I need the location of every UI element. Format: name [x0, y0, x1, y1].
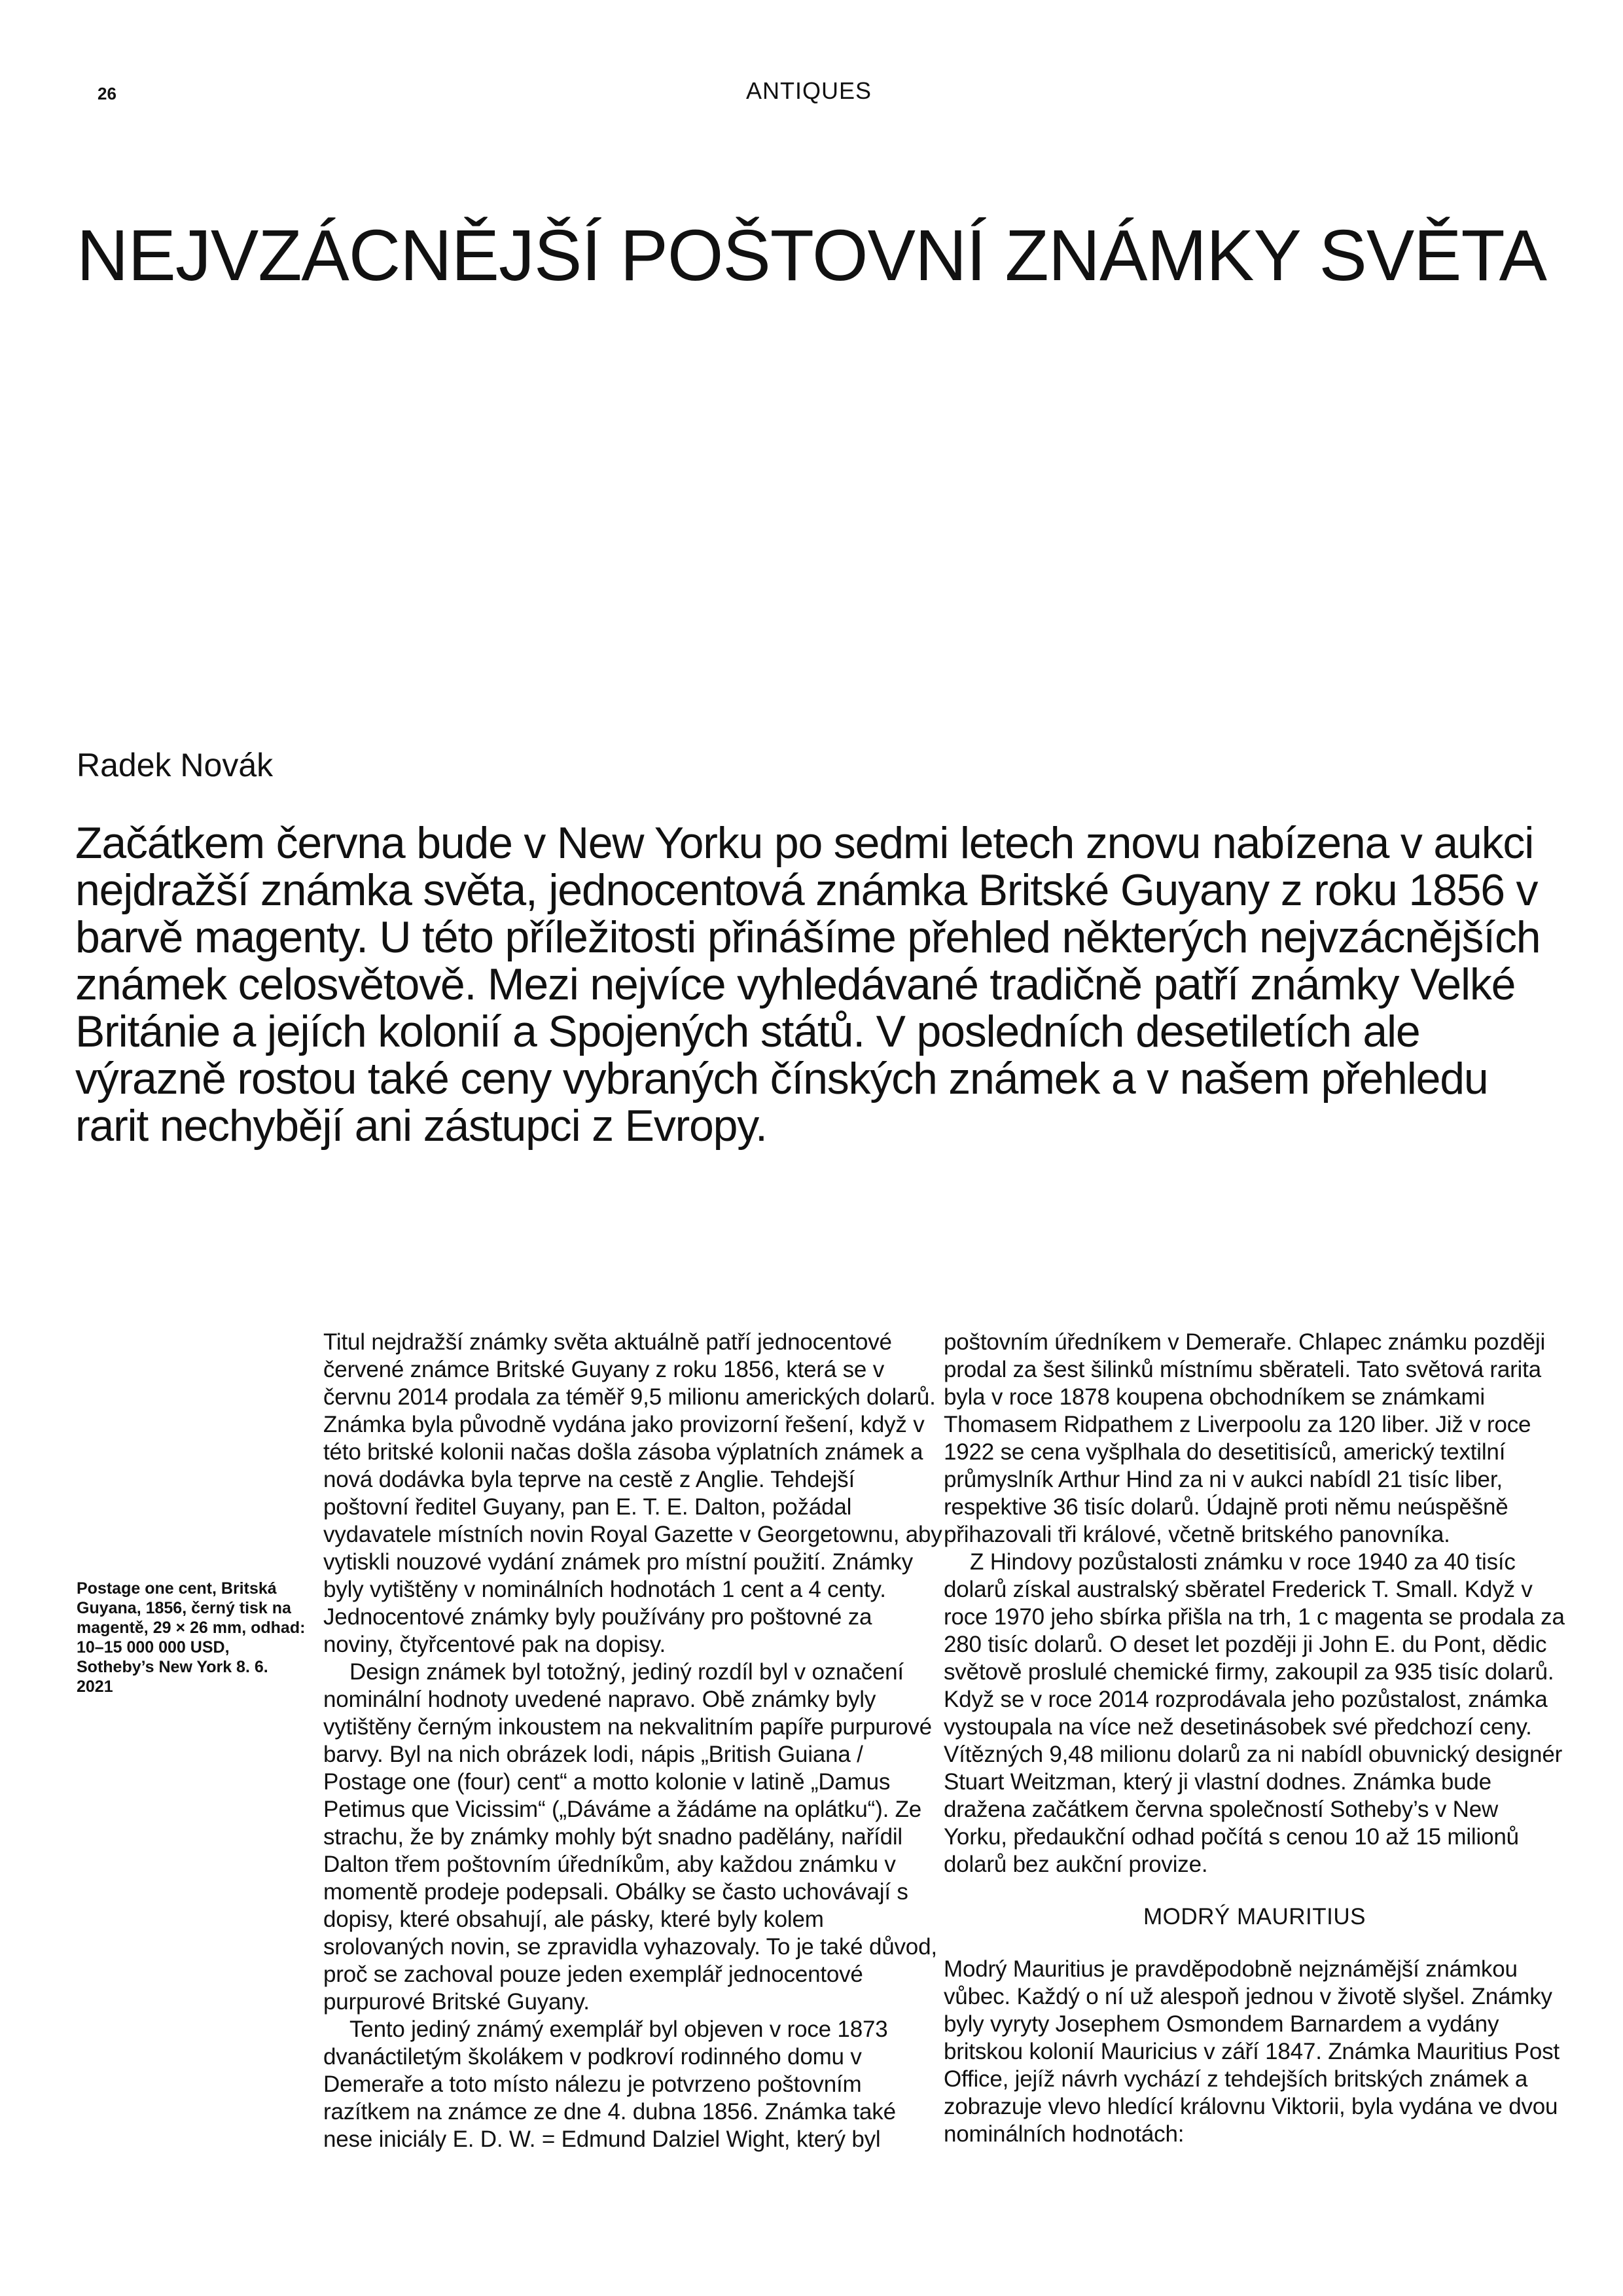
paragraph: Modrý Mauritius je pravděpodobně nejznámější známkou vůbec. Každý o ní už alespoň jednou v životě slyšel. Známky byly vyryty Josephem Osmondem Barnardem a vydány britskou kolonií Mauricius v září 1847. Známka Mauritius Post Office, jejíž návrh vychází z tehdejších britských známek a zobrazuje vlevo hledící královnu Viktorii, byla vydána ve dvou nominálních hodnotách:: [944, 1956, 1560, 2147]
image-caption: Postage one cent, Britská Guyana, 1856, černý tisk na magentě, 29 × 26 mm, odhad: 10–15 000 000 USD, Sotheby’s New York 8. 6. 2021: [77, 1579, 306, 1696]
body-column-1: [323, 1329, 945, 2153]
article-lead: Začátkem června bude v New Yorku po sedmi letech znovu nabízena v aukci nejdražší známka světa, jednocentová známka Britské Guyany z roku 1856 v barvě magenty. U této příležitosti přinášíme přehled některých nejvzácnějších známek celosvětově. Mezi nejvíce vyhledávané tradičně patří známky Velké Británie a jejích kolonií a Spojených států. V posledních desetiletích ale výrazně rostou také ceny vybraných čínských známek a v našem přehledu rarit nechybějí ani zástupci z Evropy.: [75, 818, 1541, 1151]
article-author: Radek Novák: [77, 747, 274, 783]
page-number: 26: [98, 84, 116, 103]
paragraph: Design známek byl totožný, jediný rozdíl byl v označení nominální hodnoty uvedené napravo. Obě známky byly vytištěny černým inkoustem na nekvalitním papíře purpurové barvy. Byl na nich obrázek lodi, nápis „British Guiana / Postage one (four) cent“ a motto kolonie v latině „Damus Petimus que Vicissim“ („Dáváme a žádáme na oplátku“). Ze strachu, že by známky mohly být snadno padělány, nařídil Dalton třem poštovním úředníkům, aby každou známku v momentě prodeje podepsali. Obálky se často uchovávají s dopisy, které obsahují, ale pásky, které byly kolem srolovaných novin, se zpravidla vyhazovaly. To je také důvod, proč se zachoval pouze jeden exemplář jednocentové purpurové Britské Guyany.: [323, 1659, 937, 2015]
section-label: ANTIQUES: [746, 77, 872, 104]
body-column-2: [944, 1329, 1565, 2148]
paragraph: poštovním úředníkem v Demeraře. Chlapec známku později prodal za šest šilinků místnímu sběrateli. Tato světová rarita byla v roce 1878 koupena obchodníkem se známkami Thomasem Ridpathem z Liverpoolu za 120 liber. Již v roce 1922 se cena vyšplhala do desetitisíců, americký textilní průmyslník Arthur Hind za ni v aukci nabídl 21 tisíc liber, respektive 36 tisíc dolarů. Údajně proti němu neúspěšně přihazovali tři králové, včetně britského panovníka.: [944, 1329, 1546, 1547]
paragraph: Titul nejdražší známky světa aktuálně patří jednocentové červené známce Britské Guyany z roku 1856, která se v červnu 2014 prodala za téměř 9,5 milionu amerických dolarů. Známka byla původně vydána jako provizorní řešení, když v této britské kolonii načas došla zásoba výplatních známek a nová dodávka byla teprve na cestě z Anglie. Tehdejší poštovní ředitel Guyany, pan E. T. E. Dalton, požádal vydavatele místních novin Royal Gazette v Georgetownu, aby vytiskli nouzové vydání známek pro místní použití. Známky byly vytištěny v nominálních hodnotách 1 cent a 4 centy. Jednocentové známky byly používány pro poštovné za noviny, čtyřcentové pak na dopisy.: [323, 1329, 942, 1657]
paragraph: Z Hindovy pozůstalosti známku v roce 1940 za 40 tisíc dolarů získal australský sběratel Frederick T. Small. Když v roce 1970 jeho sbírka přišla na trh, 1 c magenta se prodala za 280 tisíc dolarů. O deset let později ji John E. du Pont, dědic světově proslulé chemické firmy, zakoupil za 935 tisíc dolarů. Když se v roce 2014 rozprodávala jeho pozůstalost, známka vystoupala na více než desetinásobek své předchozí ceny. Vítězných 9,48 milionu dolarů za ni nabídl obuvnický designér Stuart Weitzman, který ji vlastní dodnes. Známka bude dražena začátkem června společností Sotheby’s v New Yorku, předaukční odhad počítá s cenou 10 až 15 milionů dolarů bez aukční provize.: [944, 1549, 1565, 1877]
article-headline: NEJVZÁCNĚJŠÍ POŠTOVNÍ ZNÁMKY SVĚTA: [77, 215, 1546, 296]
paragraph: Tento jediný známý exemplář byl objeven v roce 1873 dvanáctiletým školákem v podkroví rodinného domu v Demeraře a toto místo nálezu je potvrzeno poštovním razítkem na známce ze dne 4. dubna 1856. Známka také nese iniciály E. D. W. = Edmund Dalziel Wight, který byl: [323, 2017, 896, 2152]
section-subheading: MODRÝ MAURITIUS: [1143, 1904, 1366, 1929]
